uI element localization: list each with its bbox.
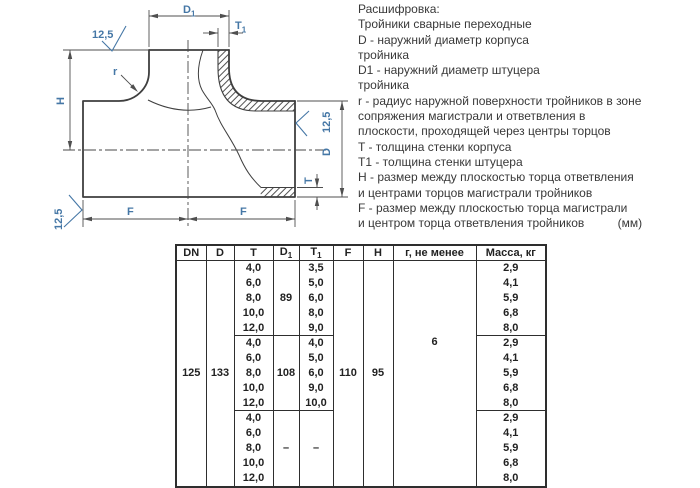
header-cell: D (206, 245, 234, 261)
cell-f: 110 (333, 261, 363, 487)
table-row (176, 261, 546, 276)
cell-t: 12,0 (234, 321, 273, 336)
dim-label-f-left: F (127, 206, 134, 218)
legend-line: r - радиус наружной поверхности тройников в зоне (358, 93, 642, 108)
header-cell: F (333, 245, 363, 261)
legend-line: плоскости, проходящей через центры торцов (358, 124, 611, 139)
finish-mark-right-icon (296, 111, 309, 136)
cell-t1: 4,0 (299, 336, 333, 351)
cell-t1: 9,0 (299, 321, 333, 336)
cell-t: 4,0 (234, 261, 273, 276)
cell-t: 6,0 (234, 351, 273, 366)
header-cell: DN (176, 245, 206, 261)
legend-line: T - толщина стенки корпуса (358, 139, 512, 154)
cell-t1: 9,0 (299, 381, 333, 396)
cell-t: 12,0 (234, 471, 273, 487)
cell-t1: 5,0 (299, 351, 333, 366)
cell-t: 6,0 (234, 426, 273, 441)
cell-t1: 5,0 (299, 276, 333, 291)
cell-t1: 8,0 (299, 306, 333, 321)
dim-label-r: r (113, 66, 118, 78)
legend-line: Тройники сварные переходные (358, 17, 532, 32)
cell-h: 95 (363, 261, 393, 487)
finish-mark-left-icon (64, 195, 82, 227)
dimension-lines (63, 10, 348, 227)
cell-mass: 4,1 (476, 351, 546, 366)
tee-technical-drawing (0, 0, 358, 242)
finish-value-top: 12,5 (92, 29, 114, 41)
cell-mass: 4,1 (476, 276, 546, 291)
cell-t: 4,0 (234, 411, 273, 426)
header-cell: H (363, 245, 393, 261)
cell-mass: 6,8 (476, 381, 546, 396)
cell-mass: 2,9 (476, 336, 546, 351)
header-cell: Масса, кг (476, 245, 546, 261)
header-cell: $D_1$ (273, 245, 299, 261)
cell-mass: 5,9 (476, 366, 546, 381)
cell-t1: – (299, 411, 333, 487)
finish-value-left: 12,5 (53, 208, 65, 230)
legend-line: D - наружний диаметр корпуса (358, 32, 529, 47)
header-cell: $T_1$ (299, 245, 333, 261)
header-cell: T (234, 245, 273, 261)
cell-dn: 125 (176, 261, 206, 487)
cell-mass: 2,9 (476, 411, 546, 426)
cell-mass: 6,8 (476, 456, 546, 471)
cell-t: 10,0 (234, 306, 273, 321)
cell-t: 8,0 (234, 441, 273, 456)
legend-line: H - размер между плоскостью торца ответвления (358, 170, 634, 185)
dim-label-d1: $D_1$ (183, 4, 196, 19)
legend-line: F - размер между плоскостью торца магистрали (358, 200, 628, 215)
cell-t1: 6,0 (299, 291, 333, 306)
cell-t: 6,0 (234, 276, 273, 291)
dim-label-f-right: F (240, 206, 247, 218)
finish-value-right: 12,5 (321, 111, 333, 133)
dim-label-d: D (321, 148, 333, 156)
cell-mass: 6,8 (476, 306, 546, 321)
cell-r-min: 6 (393, 261, 476, 487)
cell-t: 10,0 (234, 456, 273, 471)
legend-line: тройника (358, 47, 410, 62)
header-cell: г, не менее (393, 245, 476, 261)
cell-mass: 8,0 (476, 321, 546, 336)
legend-line: D1 - наружний диаметр штуцера (358, 63, 540, 78)
cell-d1: – (273, 411, 299, 487)
cell-mass: 5,9 (476, 291, 546, 306)
cell-t1: 3,5 (299, 261, 333, 276)
legend-title: Расшифровка: (358, 2, 440, 16)
cell-t: 4,0 (234, 336, 273, 351)
cell-mass: 2,9 (476, 261, 546, 276)
table-header-row (176, 245, 546, 261)
cell-mass: 5,9 (476, 441, 546, 456)
dimensions-table (175, 244, 547, 488)
legend (358, 2, 698, 231)
legend-line: T1 - толщина стенки штуцера (358, 154, 523, 169)
dimensions-table-wrap (175, 244, 547, 488)
saddle-curve (148, 100, 211, 110)
centerlines (63, 40, 326, 226)
legend-line: сопряжения магистрали и ответвления в (358, 109, 586, 124)
cell-mass: 8,0 (476, 396, 546, 411)
dim-label-t1: $T_1$ (235, 20, 247, 35)
dim-label-t: T (303, 177, 315, 184)
cell-t: 8,0 (234, 291, 273, 306)
cell-t1: 6,0 (299, 366, 333, 381)
cell-d: 133 (206, 261, 234, 487)
cell-t1: 10,0 (299, 396, 333, 411)
cell-mass: 8,0 (476, 471, 546, 487)
cell-d1: 89 (273, 261, 299, 336)
legend-line: и центрами торцов магистрали тройников (358, 185, 593, 200)
cell-mass: 4,1 (476, 426, 546, 441)
cell-t: 12,0 (234, 396, 273, 411)
dim-label-h: H (55, 97, 67, 105)
legend-line: тройника (358, 78, 410, 93)
cell-d1: 108 (273, 336, 299, 411)
cell-t: 8,0 (234, 366, 273, 381)
legend-line: и центром торца ответвления тройников (мм) (358, 216, 643, 231)
cell-t: 10,0 (234, 381, 273, 396)
